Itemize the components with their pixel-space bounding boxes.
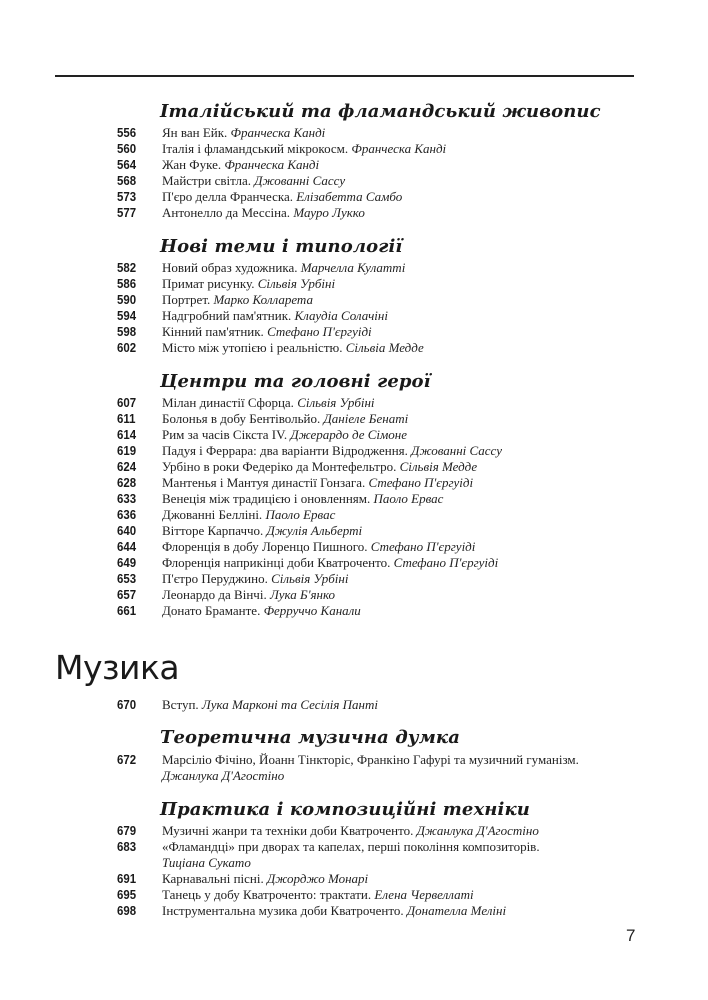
entry-title: Портрет. — [162, 292, 214, 307]
entry-author: Стефано П'єргуіді — [370, 539, 476, 554]
toc-entry[interactable] — [0, 308, 708, 324]
entry-text — [162, 571, 348, 587]
entry-text — [162, 459, 477, 475]
entry-author: Елізабетта Самбо — [296, 189, 403, 204]
entry-text — [162, 823, 539, 839]
toc-entry[interactable] — [0, 157, 708, 173]
entry-title: Карнавальні пісні. — [162, 871, 267, 886]
entry-text — [162, 141, 446, 157]
toc-entry[interactable] — [0, 475, 708, 491]
entry-page: 556 — [117, 125, 137, 140]
section-heading: Теоретична музична думка — [160, 727, 460, 748]
entry-title: Майстри світла. — [162, 173, 255, 188]
entry-author: Стефано П'єргуіді — [368, 475, 474, 490]
entry-title: Мантенья і Мантуя династії Гонзага. — [162, 475, 369, 490]
entry-author: Стефано П'єргуіді — [267, 324, 372, 339]
entry-title: Падуя і Феррара: два варіанти Відродження. — [162, 443, 412, 458]
entry-text — [162, 523, 362, 539]
part-title: Музика — [55, 648, 180, 687]
entry-title: Жан Фуке. — [162, 157, 225, 172]
entry-text — [162, 539, 475, 555]
entry-page: 640 — [117, 523, 137, 538]
entry-text — [162, 340, 424, 356]
entry-text — [162, 443, 502, 459]
entry-text — [162, 189, 402, 205]
entry-title: Примат рисунку. — [162, 276, 258, 291]
entry-page: 594 — [117, 308, 137, 323]
entry-page: 568 — [117, 173, 137, 188]
entry-text — [162, 395, 375, 411]
entry-page: 564 — [117, 157, 137, 172]
entry-text — [162, 157, 319, 173]
toc-entry[interactable] — [0, 697, 708, 713]
entry-text — [162, 276, 335, 292]
entry-title: Кінний пам'ятник. — [162, 324, 268, 339]
entry-title: Вітторе Карпаччо. — [162, 523, 267, 538]
entry-page: 657 — [117, 587, 137, 602]
section-heading: Нові теми і типології — [160, 236, 403, 257]
entry-author: Джанлука Д'Агостіно — [162, 768, 285, 783]
entry-text — [162, 603, 361, 619]
entry-text — [162, 173, 345, 189]
toc-entry[interactable] — [0, 427, 708, 443]
entry-title: Ян ван Ейк. — [162, 125, 231, 140]
entry-author: Марчелла Кулатті — [300, 260, 406, 275]
entry-author: Елена Червеллаті — [374, 887, 474, 902]
entry-author: Джулія Альберті — [266, 523, 363, 538]
entry-author: Джерардо де Сімоне — [290, 427, 408, 442]
toc-entry[interactable] — [0, 903, 708, 919]
entry-page: 644 — [117, 539, 137, 554]
entry-author: Клаудіа Солачіні — [294, 308, 388, 323]
entry-author: Ферруччо Канали — [263, 603, 361, 618]
entry-text — [162, 887, 474, 903]
entry-title: Новий образ художника. — [162, 260, 301, 275]
entry-author: Паоло Ервас — [265, 507, 336, 522]
toc-entry[interactable] — [0, 523, 708, 539]
entry-page: 598 — [117, 324, 137, 339]
toc-entry[interactable] — [0, 411, 708, 427]
toc-entry[interactable] — [0, 752, 708, 784]
entry-page: 602 — [117, 340, 137, 355]
entry-title: Антонелло да Мессіна. — [162, 205, 294, 220]
entry-text — [162, 491, 443, 507]
entry-author: Джованні Сассу — [254, 173, 346, 188]
entry-author: Джанлука Д'Агостіно — [416, 823, 539, 838]
entry-page: 590 — [117, 292, 137, 307]
entry-page: 573 — [117, 189, 137, 204]
entry-page: 611 — [117, 411, 136, 426]
entry-text — [162, 427, 407, 443]
toc-entry[interactable] — [0, 491, 708, 507]
toc-entry[interactable] — [0, 125, 708, 141]
toc-entry[interactable] — [0, 539, 708, 555]
entry-title: Джованні Белліні. — [162, 507, 266, 522]
toc-entry[interactable] — [0, 141, 708, 157]
entry-author: Лука Марконі та Сесілія Панті — [201, 697, 378, 712]
section-heading: Центри та головні герої — [160, 371, 431, 392]
entry-page: 614 — [117, 427, 137, 442]
entry-author: Сільвіа Медде — [345, 340, 424, 355]
entry-text — [162, 475, 473, 491]
entry-page: 649 — [117, 555, 137, 570]
entry-page: 560 — [117, 141, 137, 156]
entry-page: 691 — [117, 871, 137, 886]
entry-title: П'єтро Перуджино. — [162, 571, 272, 586]
entry-title: «Фламандці» при дворах та капелах, перші покоління композиторів. — [162, 839, 540, 854]
toc-entry[interactable] — [0, 173, 708, 189]
entry-page: 698 — [117, 903, 137, 918]
entry-title: Мілан династії Сфорца. — [162, 395, 298, 410]
toc-entry[interactable] — [0, 571, 708, 587]
section-heading: Італійський та фламандський живопис — [160, 101, 601, 122]
toc-entry[interactable] — [0, 443, 708, 459]
toc-entry[interactable] — [0, 205, 708, 221]
toc-entry[interactable] — [0, 276, 708, 292]
entry-text — [162, 411, 408, 427]
entry-author: Паоло Ервас — [373, 491, 444, 506]
entry-author: Лука Б'янко — [269, 587, 336, 602]
toc-entry[interactable] — [0, 507, 708, 523]
entry-author: Мауро Лукко — [293, 205, 365, 220]
entry-page: 679 — [117, 823, 137, 838]
entry-page: 633 — [117, 491, 137, 506]
entry-author: Сільвія Урбіні — [271, 571, 349, 586]
entry-author: Тиціана Сукато — [162, 855, 251, 870]
entry-page: 661 — [117, 603, 137, 618]
entry-title: Італія і фламандський мікрокосм. — [162, 141, 352, 156]
entry-title: Музичні жанри та техніки доби Кватроченто. — [162, 823, 417, 838]
entry-text — [162, 205, 365, 221]
entry-author: Марко Колларета — [213, 292, 313, 307]
entry-page: 582 — [117, 260, 137, 275]
entry-title: Місто між утопією і реальністю. — [162, 340, 346, 355]
entry-title: Венеція між традицією і оновленням. — [162, 491, 374, 506]
entry-title: Флоренція наприкінці доби Кватроченто. — [162, 555, 394, 570]
toc-entry[interactable] — [0, 555, 708, 571]
entry-author: Сільвія Урбіні — [297, 395, 375, 410]
entry-page: 619 — [117, 443, 137, 458]
entry-text — [162, 125, 325, 141]
entry-text — [162, 260, 405, 276]
toc-entry[interactable] — [0, 260, 708, 276]
entry-text — [162, 308, 388, 324]
toc-entry[interactable] — [0, 324, 708, 340]
entry-author: Донателла Меліні — [406, 903, 507, 918]
entry-title: Інструментальна музика доби Кватроченто. — [162, 903, 407, 918]
entry-page: 670 — [117, 697, 137, 712]
entry-title: Вступ. — [162, 697, 202, 712]
entry-title: Танець у добу Кватроченто: трактати. — [162, 887, 375, 902]
entry-title: Донато Браманте. — [162, 603, 264, 618]
entry-author: Джорджо Монарі — [267, 871, 369, 886]
entry-title: Надгробний пам'ятник. — [162, 308, 295, 323]
entry-author: Джованні Сассу — [411, 443, 503, 458]
toc-entry[interactable] — [0, 340, 708, 356]
entry-title: Марсіліо Фічіно, Йоанн Тінкторіс, Франкіно Гафурі та музичний гуманізм. — [162, 752, 579, 767]
entry-title: П'єро делла Франческа. — [162, 189, 297, 204]
entry-text — [162, 324, 372, 340]
entry-author: Сільвія Медде — [399, 459, 478, 474]
entry-author: Даніеле Бенаті — [323, 411, 409, 426]
entry-title: Болонья в добу Бентівольйо. — [162, 411, 324, 426]
entry-text — [162, 697, 378, 713]
entry-text — [162, 292, 313, 308]
entry-page: 628 — [117, 475, 137, 490]
entry-title: Леонардо да Вінчі. — [162, 587, 270, 602]
entry-page: 695 — [117, 887, 137, 902]
entry-title: Рим за часів Сікста IV. — [162, 427, 291, 442]
entry-page: 683 — [117, 839, 137, 854]
entry-text — [162, 587, 335, 603]
entry-text — [162, 871, 368, 887]
entry-text — [162, 555, 498, 571]
entry-title: Флоренція в добу Лоренцо Пишного. — [162, 539, 371, 554]
toc-entry[interactable] — [0, 459, 708, 475]
page-number: 7 — [626, 926, 636, 945]
toc-entry[interactable] — [0, 603, 708, 619]
entry-author: Сільвія Урбіні — [257, 276, 336, 291]
toc-entry[interactable] — [0, 587, 708, 603]
toc-entry[interactable] — [0, 823, 708, 839]
toc-entry[interactable] — [0, 395, 708, 411]
section-heading: Практика і композиційні техніки — [160, 799, 530, 820]
entry-author: Франческа Канді — [224, 157, 320, 172]
entry-page: 624 — [117, 459, 137, 474]
entry-author: Франческа Канді — [230, 125, 326, 140]
header-rule — [55, 75, 634, 77]
toc-entry[interactable] — [0, 292, 708, 308]
toc-entry[interactable] — [0, 189, 708, 205]
entry-text — [162, 507, 335, 523]
toc-entry[interactable] — [0, 839, 708, 871]
entry-title: Урбіно в роки Федеріко да Монтефельтро. — [162, 459, 400, 474]
entry-author: Стефано П'єргуіді — [393, 555, 499, 570]
toc-entry[interactable] — [0, 887, 708, 903]
entry-author: Франческа Канді — [351, 141, 447, 156]
entry-page: 586 — [117, 276, 137, 291]
entry-page: 577 — [117, 205, 137, 220]
entry-page: 636 — [117, 507, 137, 522]
entry-page: 672 — [117, 752, 137, 767]
toc-entry[interactable] — [0, 871, 708, 887]
entry-text — [162, 903, 506, 919]
entry-page: 607 — [117, 395, 137, 410]
entry-page: 653 — [117, 571, 137, 586]
